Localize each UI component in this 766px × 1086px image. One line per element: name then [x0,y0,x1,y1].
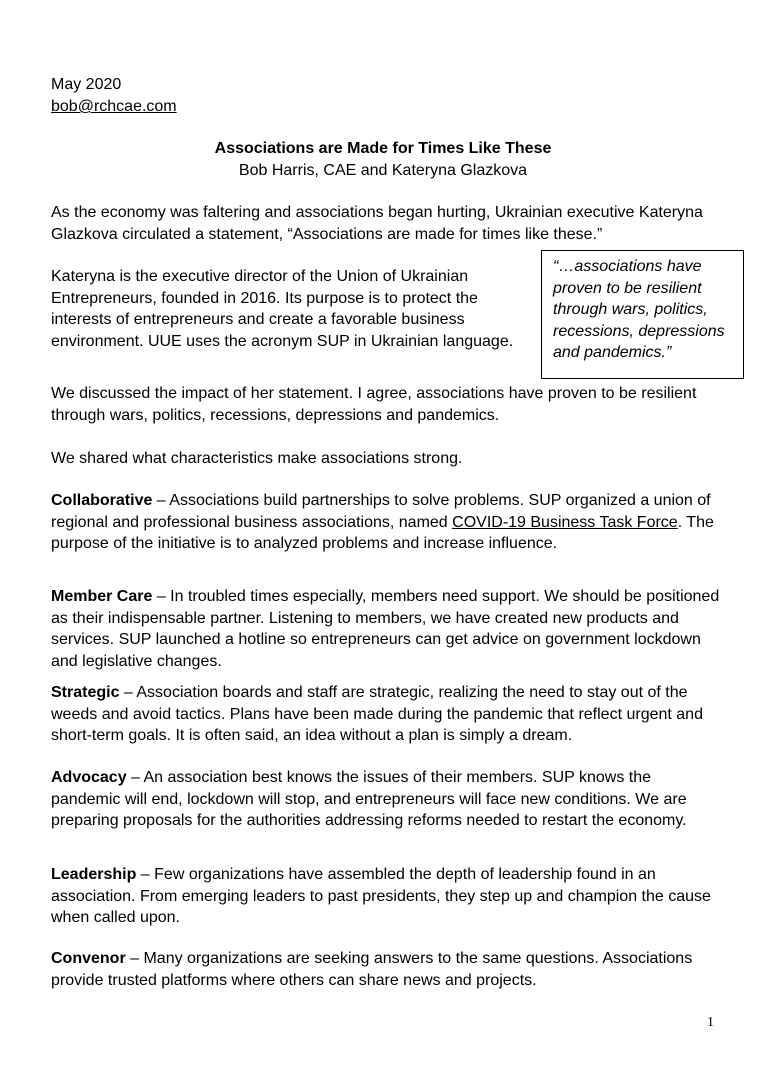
email-link[interactable]: bob@rchcae.com [51,98,177,115]
shared-paragraph: We shared what characteristics make associations strong. [51,450,463,467]
convenor-term: Convenor [51,950,126,967]
strategic-paragraph [51,682,721,747]
leadership-text: – Few organizations have assembled the depth of leadership found in an association. From emerging leaders to past presidents, they step up and champion the cause when called upon. [51,866,711,926]
convenor-paragraph [51,948,721,991]
document-title: Associations are Made for Times Like These [214,140,552,157]
member-care-paragraph [51,586,721,672]
page-number: 1 [707,1015,714,1030]
date-line: May 2020 [51,76,122,93]
strategic-text: – Association boards and staff are strategic, realizing the need to stay out of the weeds and avoid tactics. Plans have been made during the pandemic that reflect urgent and short-term goals. It is often said, an idea without a plan is simply a dream. [51,684,703,744]
collaborative-text: – Associations build partnerships to solve problems. SUP organized a union of regional and professional business associations, named [51,492,711,531]
title-block [0,138,766,182]
pull-quote-box: “…associations have proven to be resilient through wars, politics, recessions, depressions and pandemics.” [541,250,744,379]
leadership-paragraph [51,864,721,929]
strategic-term: Strategic [51,684,120,701]
discussed-paragraph: We discussed the impact of her statement. I agree, associations have proven to be resilient through wars, politics, recessions, depressions and pandemics. [51,385,697,424]
advocacy-paragraph [51,767,721,832]
member-care-text: – In troubled times especially, members need support. We should be positioned as their indispensable partner. Listening to members, we have created new products and services. SUP launched a hotline so entrepreneurs can get advice on government lockdown and legislative changes. [51,588,720,670]
authors-line: Bob Harris, CAE and Kateryna Glazkova [238,162,528,179]
convenor-text: – Many organizations are seeking answers to the same questions. Associations provide trusted platforms where others can share news and projects. [51,950,693,989]
intro-paragraph: As the economy was faltering and associations began hurting, Ukrainian executive Kateryna Glazkova circulated a statement, “Associations are made for times like these.” [51,204,703,243]
header-block [51,74,177,118]
collaborative-text-end: . The purpose of the initiative is to analyzed problems and increase influence. [51,513,714,552]
advocacy-term: Advocacy [51,769,127,786]
covid-task-force-link[interactable]: COVID-19 Business Task Force [452,513,678,531]
member-care-term: Member Care [51,588,153,605]
collaborative-paragraph [51,490,721,555]
collaborative-term: Collaborative [51,492,153,509]
advocacy-text: – An association best knows the issues of their members. SUP knows the pandemic will end, lockdown will stop, and entrepreneurs will face new conditions. We are preparing proposals for the authorities addressing reforms needed to restart the economy. [51,769,687,829]
leadership-term: Leadership [51,866,137,883]
kateryna-paragraph: Kateryna is the executive director of the Union of Ukrainian Entrepreneurs, founded in 2016. Its purpose is to protect the interests of entrepreneurs and create a favorable business environment. UUE uses the acronym SUP in Ukrainian language. [51,268,514,350]
